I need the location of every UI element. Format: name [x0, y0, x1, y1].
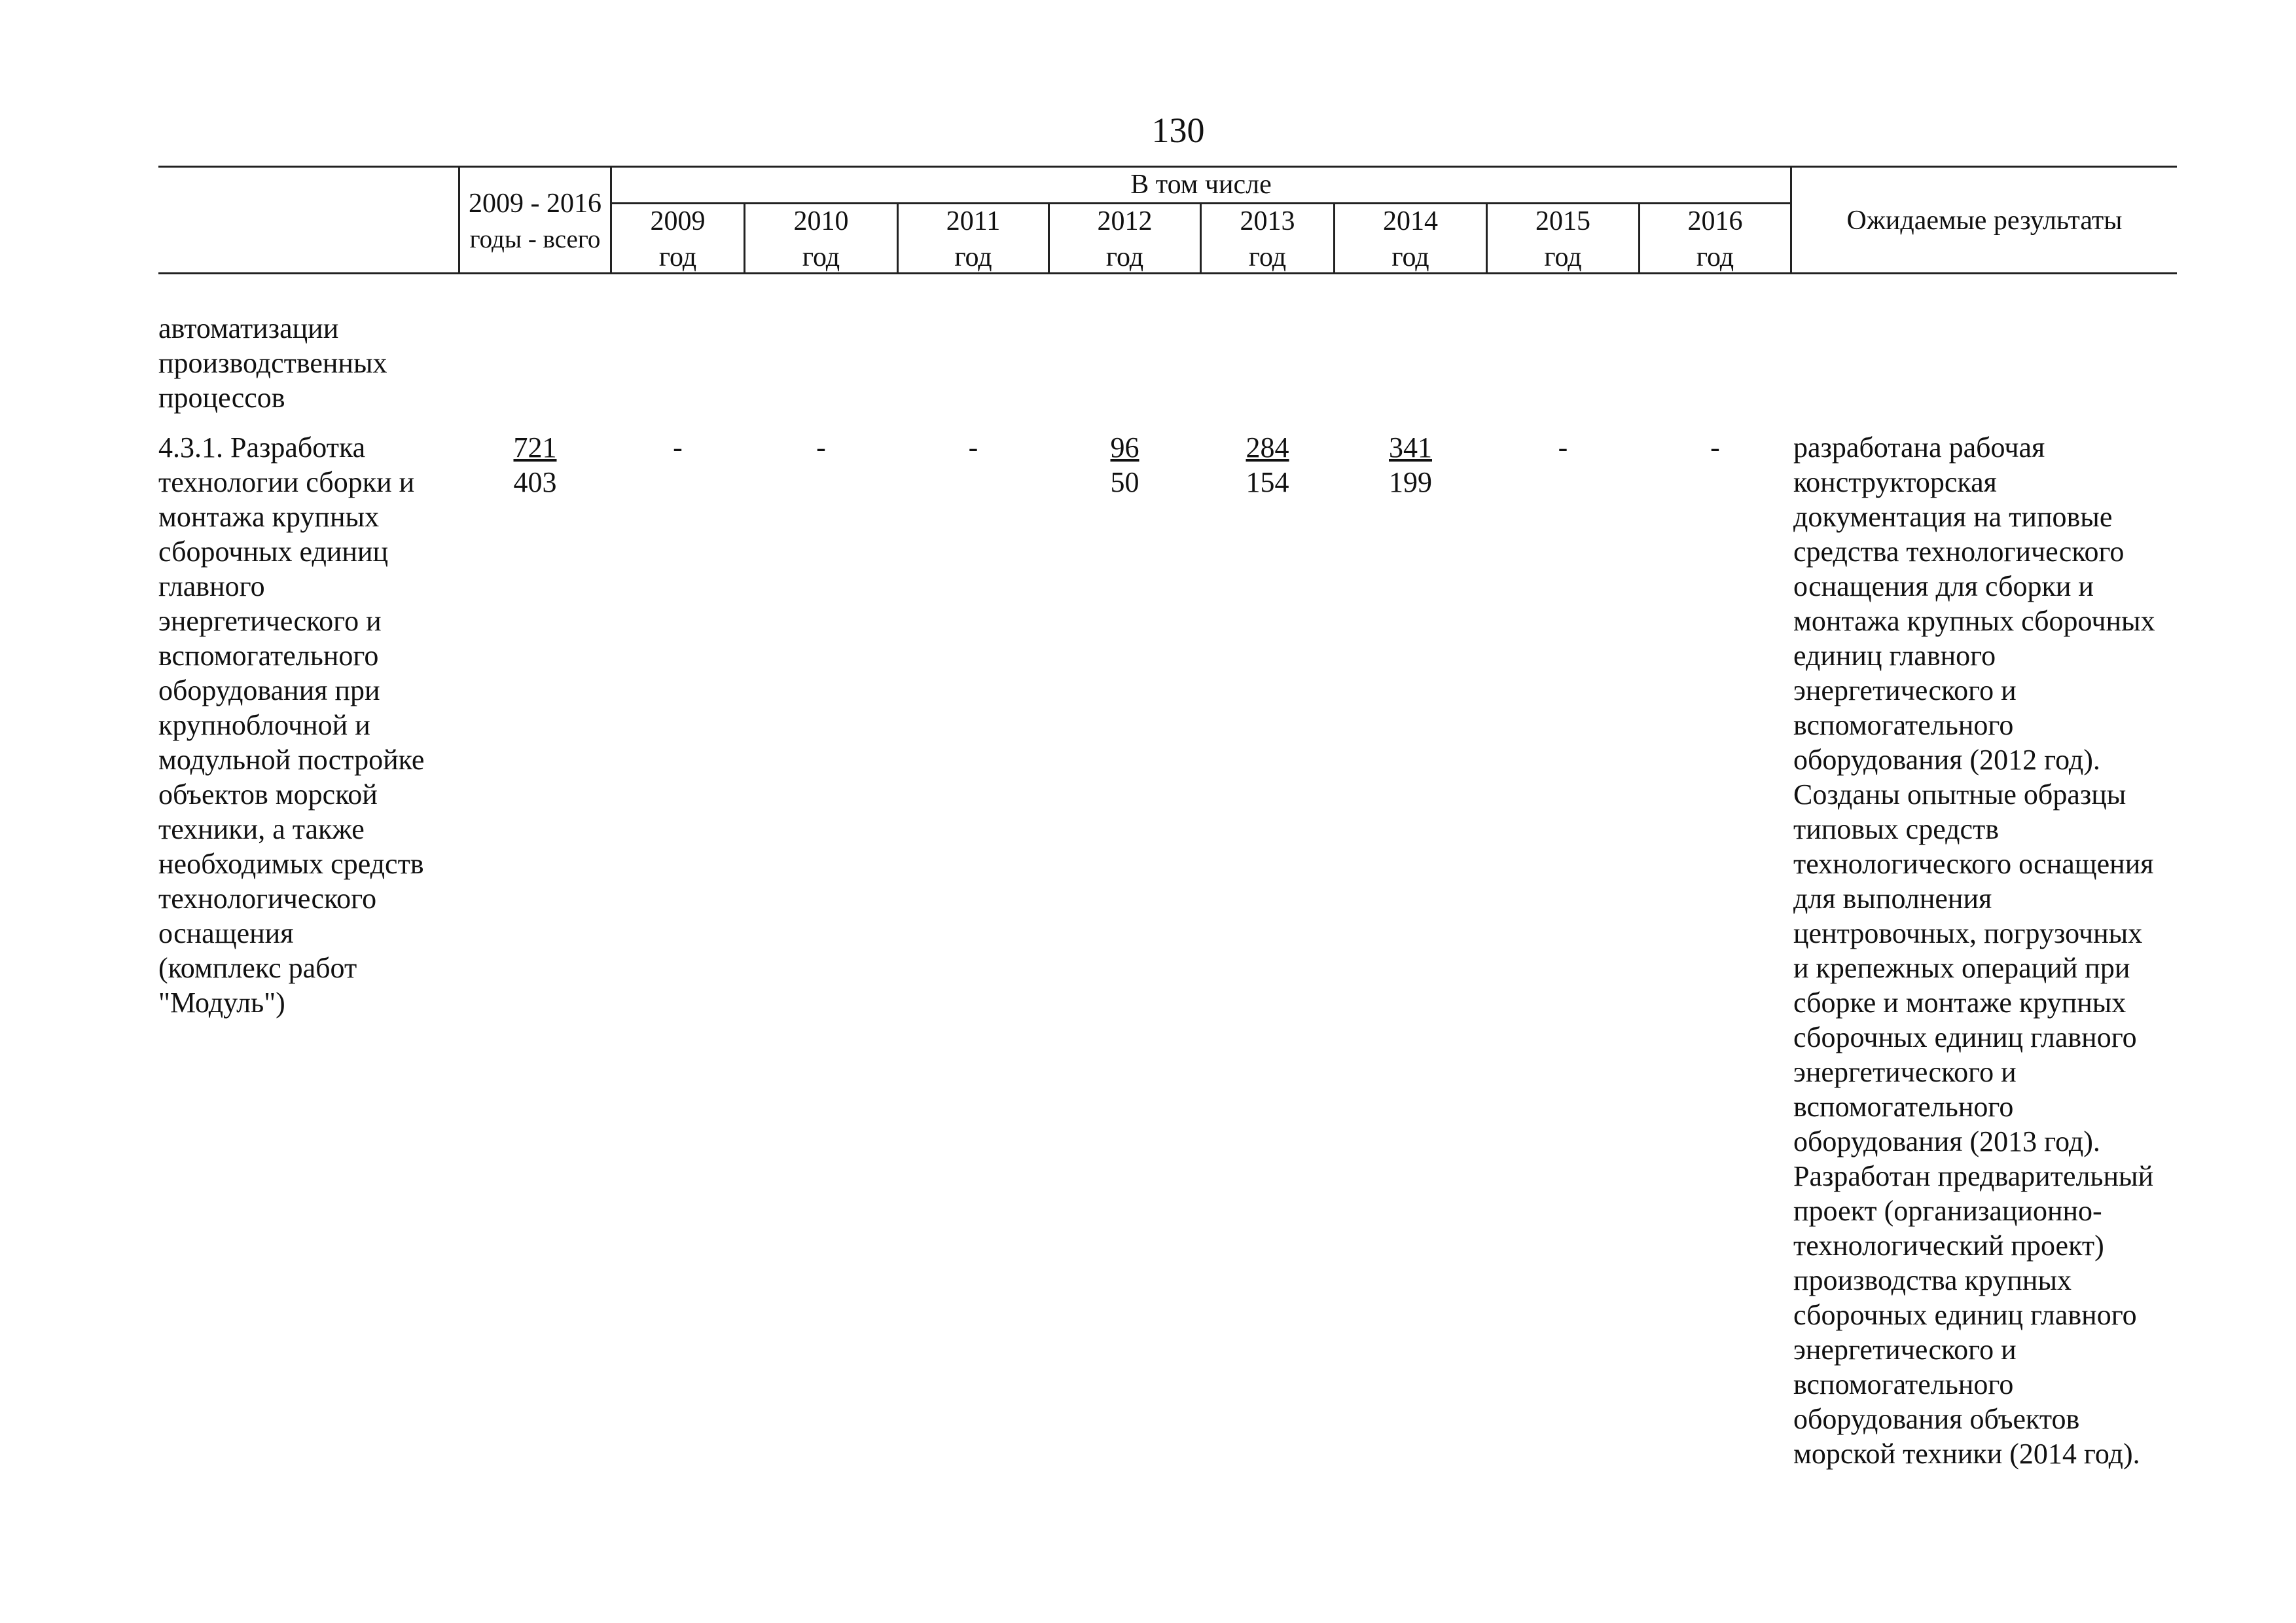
year-cell-2010 — [745, 430, 897, 465]
row-name-line: модульной постройке — [158, 744, 425, 776]
row-name-line: главного — [158, 570, 265, 602]
result-line: и крепежных операций при — [1793, 952, 2130, 984]
row-name-line: энергетического и — [158, 605, 382, 637]
row-name-line: объектов морской — [158, 778, 378, 811]
result-line: оборудования (2013 год). — [1793, 1125, 2100, 1158]
result-line: оснащения для сборки и — [1793, 570, 2094, 602]
result-line: разработана рабочая — [1793, 431, 2045, 464]
year-unit: год — [954, 242, 992, 272]
year-cell-2009 — [612, 430, 744, 465]
year-cell-2013 — [1202, 430, 1333, 500]
year-value-top: - — [1558, 431, 1568, 464]
section-title-line: производственных — [158, 347, 387, 379]
row-name — [158, 430, 424, 1020]
year-header-2011: 2011 — [946, 206, 1001, 236]
year-header-2015: 2015 — [1535, 206, 1590, 236]
row-name-line: технологического — [158, 883, 377, 915]
year-unit: год — [658, 242, 697, 272]
result-line: технологический проект) — [1793, 1230, 2104, 1262]
page-number: 130 — [1151, 111, 1205, 150]
col-separator — [458, 166, 460, 274]
result-line: центровочных, погрузочных — [1793, 917, 2143, 949]
result-line: для выполнения — [1793, 883, 1992, 915]
result-line: монтажа крупных сборочных — [1793, 605, 2155, 637]
row-name-line: техники, а также — [158, 813, 365, 845]
row-name-line: технологии сборки и — [158, 466, 415, 498]
result-line: типовых средств — [1793, 813, 2000, 845]
result-line: единиц главного — [1793, 640, 1996, 672]
year-value-bottom: 154 — [1246, 466, 1289, 498]
year-value-top: - — [816, 431, 826, 464]
section-title-line: процессов — [158, 382, 285, 414]
result-line: проект (организационно- — [1793, 1195, 2102, 1227]
year-unit: год — [1248, 242, 1287, 272]
year-value-top: 96 — [1110, 431, 1139, 464]
year-unit: год — [1105, 242, 1144, 272]
year-header-2013: 2013 — [1240, 206, 1295, 236]
section-title — [158, 311, 387, 415]
year-value-top: - — [968, 431, 978, 464]
year-cell-2016 — [1640, 430, 1790, 465]
result-line: морской техники (2014 год). — [1793, 1438, 2140, 1470]
year-unit: год — [1391, 242, 1429, 272]
result-line: конструкторская — [1793, 466, 1997, 498]
result-line: производства крупных — [1793, 1264, 2072, 1296]
year-cell-2015 — [1488, 430, 1638, 465]
result-line: оборудования (2012 год). — [1793, 744, 2100, 776]
total-value-bottom: 403 — [513, 466, 557, 498]
row-name-line: крупноблочной и — [158, 709, 370, 741]
year-header-2010: 2010 — [793, 206, 849, 236]
year-cell-2012 — [1050, 430, 1200, 500]
row-name-line: "Модуль") — [158, 987, 285, 1019]
row-name-line: монтажа крупных — [158, 501, 380, 533]
row-name-line: оборудования при — [158, 674, 380, 706]
year-value-top: 341 — [1389, 431, 1432, 464]
result-line: технологического оснащения — [1793, 848, 2154, 880]
result-line: Разработан предварительный — [1793, 1160, 2154, 1192]
row-name-line: (комплекс работ — [158, 952, 357, 984]
total-col-header-line2: годы - всего — [469, 225, 601, 253]
year-header-2014: 2014 — [1383, 206, 1438, 236]
total-cell — [460, 430, 610, 500]
section-title-line: автоматизации — [158, 312, 339, 344]
row-name-line: необходимых средств — [158, 848, 424, 880]
result-line: энергетического и — [1793, 1334, 2017, 1366]
row-name-line: вспомогательного — [158, 640, 379, 672]
total-col-header-line1: 2009 - 2016 — [469, 189, 601, 219]
year-header-2012: 2012 — [1097, 206, 1153, 236]
result-line: энергетического и — [1793, 1056, 2017, 1088]
result-line: энергетического и — [1793, 674, 2017, 706]
header-bottom-rule — [158, 272, 2177, 274]
result-line: оборудования объектов — [1793, 1403, 2080, 1435]
result-line: вспомогательного — [1793, 709, 2014, 741]
header-top-rule — [158, 166, 2177, 168]
total-value-top: 721 — [513, 431, 557, 464]
result-line: вспомогательного — [1793, 1368, 2014, 1400]
year-value-top: 284 — [1246, 431, 1289, 464]
year-header-2009: 2009 — [650, 206, 706, 236]
result-line: вспомогательного — [1793, 1091, 2014, 1123]
year-unit: год — [1544, 242, 1582, 272]
row-name-line: оснащения — [158, 917, 294, 949]
row-name-line: 4.3.1. Разработка — [158, 431, 366, 464]
year-value-bottom: 199 — [1389, 466, 1432, 498]
result-line: сборочных единиц главного — [1793, 1299, 2137, 1331]
year-value-bottom: 50 — [1110, 466, 1139, 498]
result-line: документация на типовые — [1793, 501, 2113, 533]
result-line: сборочных единиц главного — [1793, 1021, 2137, 1053]
year-cell-2014 — [1335, 430, 1486, 500]
expected-results — [1793, 430, 2155, 1471]
year-value-top: - — [1710, 431, 1720, 464]
result-line: сборке и монтаже крупных — [1793, 987, 2126, 1019]
year-cell-2011 — [899, 430, 1048, 465]
results-header: Ожидаемые результаты — [1846, 206, 2123, 236]
result-line: средства технологического — [1793, 536, 2125, 568]
year-value-top: - — [673, 431, 683, 464]
row-name-line: сборочных единиц — [158, 536, 389, 568]
result-line: Созданы опытные образцы — [1793, 778, 2126, 811]
year-unit: год — [802, 242, 840, 272]
year-header-2016: 2016 — [1687, 206, 1743, 236]
including-header: В том числе — [1130, 170, 1272, 200]
year-unit: год — [1696, 242, 1734, 272]
